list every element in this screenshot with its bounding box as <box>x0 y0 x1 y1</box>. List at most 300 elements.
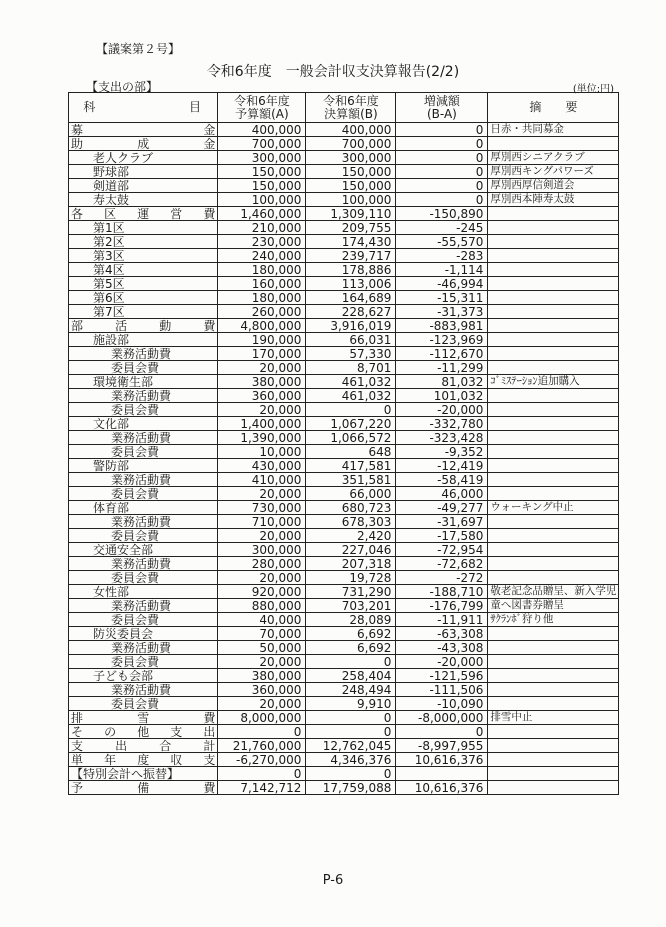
table-row <box>69 417 619 431</box>
row-budget: 210,000 <box>218 221 306 235</box>
row-actual: 4,346,376 <box>306 753 396 767</box>
row-budget: 20,000 <box>218 529 306 543</box>
header-actual-line1: 令和6年度 <box>323 93 379 108</box>
row-label: 剣道部 <box>69 179 218 193</box>
row-note <box>488 753 619 767</box>
row-note <box>488 781 619 795</box>
row-actual: 0 <box>306 767 396 781</box>
row-budget: 400,000 <box>218 123 306 137</box>
row-label: 業務活動費 <box>69 641 218 655</box>
row-diff <box>396 767 488 781</box>
row-note <box>488 655 619 669</box>
row-actual: 1,067,220 <box>306 417 396 431</box>
row-label: 警防部 <box>69 459 218 473</box>
row-label-char: 他 <box>137 724 150 739</box>
table-row <box>69 627 619 641</box>
row-label-char: 費 <box>203 318 216 333</box>
table-row <box>69 137 619 151</box>
row-diff: -323,428 <box>396 431 488 445</box>
row-budget: 360,000 <box>218 683 306 697</box>
row-note: 排雪中止 <box>488 711 619 725</box>
row-label-char: 各 <box>71 206 84 221</box>
row-label: 業務活動費 <box>69 473 218 487</box>
row-label-char: 募 <box>71 122 84 137</box>
row-label-char: の <box>104 724 117 739</box>
header-actual <box>306 93 396 123</box>
row-note <box>488 403 619 417</box>
row-label-char: 単 <box>71 752 84 767</box>
row-budget: 100,000 <box>218 193 306 207</box>
row-note <box>488 487 619 501</box>
row-diff: -20,000 <box>396 403 488 417</box>
row-note <box>488 333 619 347</box>
header-note: 摘 要 <box>488 93 619 123</box>
row-note <box>488 277 619 291</box>
table-row <box>69 487 619 501</box>
row-label-char: 動 <box>159 318 172 333</box>
row-diff: -72,682 <box>396 557 488 571</box>
row-actual: 113,006 <box>306 277 396 291</box>
row-actual: 351,581 <box>306 473 396 487</box>
row-label: 委員会費 <box>69 445 218 459</box>
row-diff: -46,994 <box>396 277 488 291</box>
row-budget: 1,400,000 <box>218 417 306 431</box>
row-actual: 209,755 <box>306 221 396 235</box>
table-row <box>69 501 619 515</box>
row-actual: 66,000 <box>306 487 396 501</box>
row-diff: -63,308 <box>396 627 488 641</box>
row-diff: -188,710 <box>396 585 488 599</box>
table-row <box>69 221 619 235</box>
table-row <box>69 193 619 207</box>
row-budget: -6,270,000 <box>218 753 306 767</box>
row-diff: -111,506 <box>396 683 488 697</box>
row-note <box>488 249 619 263</box>
row-budget: 0 <box>218 767 306 781</box>
table-row <box>69 739 619 753</box>
row-note <box>488 389 619 403</box>
row-note <box>488 725 619 739</box>
table-row <box>69 235 619 249</box>
row-label: 文化部 <box>69 417 218 431</box>
row-budget: 7,142,712 <box>218 781 306 795</box>
table-row <box>69 291 619 305</box>
row-note <box>488 347 619 361</box>
row-budget: 20,000 <box>218 571 306 585</box>
row-label-char: 区 <box>104 206 117 221</box>
row-actual: 8,701 <box>306 361 396 375</box>
row-actual: 164,689 <box>306 291 396 305</box>
row-diff: -283 <box>396 249 488 263</box>
row-actual: 57,330 <box>306 347 396 361</box>
row-actual: 461,032 <box>306 389 396 403</box>
row-label-char: 成 <box>137 136 150 151</box>
row-diff: -12,419 <box>396 459 488 473</box>
row-diff: -9,352 <box>396 445 488 459</box>
row-budget: 700,000 <box>218 137 306 151</box>
row-label: 第7区 <box>69 305 218 319</box>
row-note: 厚別西厚信剣道会 <box>488 179 619 193</box>
row-budget: 10,000 <box>218 445 306 459</box>
agenda-label: 【議案第２号】 <box>96 42 181 56</box>
row-label: 委員会費 <box>69 655 218 669</box>
row-diff: -11,911 <box>396 613 488 627</box>
row-actual: 400,000 <box>306 123 396 137</box>
row-note <box>488 291 619 305</box>
row-budget: 20,000 <box>218 361 306 375</box>
row-budget: 260,000 <box>218 305 306 319</box>
row-label-char: 合 <box>159 738 172 753</box>
row-budget: 20,000 <box>218 403 306 417</box>
row-note <box>488 431 619 445</box>
row-actual: 150,000 <box>306 165 396 179</box>
row-label: 委員会費 <box>69 571 218 585</box>
row-budget: 20,000 <box>218 655 306 669</box>
row-note <box>488 739 619 753</box>
row-actual: 2,420 <box>306 529 396 543</box>
row-label-char: 支 <box>170 724 183 739</box>
row-actual: 1,309,110 <box>306 207 396 221</box>
table-row <box>69 767 619 781</box>
row-actual: 17,759,088 <box>306 781 396 795</box>
row-diff: -1,114 <box>396 263 488 277</box>
row-diff: -883,981 <box>396 319 488 333</box>
row-label <box>69 753 218 767</box>
row-note <box>488 361 619 375</box>
row-budget: 920,000 <box>218 585 306 599</box>
row-label-char: 支 <box>71 738 84 753</box>
row-label-char: 雪 <box>137 710 150 725</box>
row-budget: 160,000 <box>218 277 306 291</box>
row-diff: 0 <box>396 193 488 207</box>
row-label: 委員会費 <box>69 613 218 627</box>
row-label-char: 予 <box>71 780 84 795</box>
table-row <box>69 179 619 193</box>
table-row <box>69 319 619 333</box>
row-label-char: 排 <box>71 710 84 725</box>
row-diff: 0 <box>396 123 488 137</box>
row-label-char: 運 <box>137 206 150 221</box>
row-label: 子ども会部 <box>69 669 218 683</box>
row-label-spread <box>71 712 215 724</box>
row-label: 女性部 <box>69 585 218 599</box>
row-note: ｺﾞﾐｽﾃｰｼｮﾝ追加購入 <box>488 375 619 389</box>
table-row <box>69 753 619 767</box>
row-note <box>488 459 619 473</box>
row-actual: 66,031 <box>306 333 396 347</box>
row-actual: 178,886 <box>306 263 396 277</box>
row-label <box>69 781 218 795</box>
row-label: 第3区 <box>69 249 218 263</box>
row-diff: -10,090 <box>396 697 488 711</box>
row-diff: -43,308 <box>396 641 488 655</box>
row-actual: 28,089 <box>306 613 396 627</box>
row-actual: 19,728 <box>306 571 396 585</box>
row-label: 体育部 <box>69 501 218 515</box>
row-note <box>488 221 619 235</box>
row-label-spread <box>71 208 215 220</box>
row-label-char: 収 <box>170 752 183 767</box>
row-label: 業務活動費 <box>69 389 218 403</box>
table-row <box>69 263 619 277</box>
row-actual: 700,000 <box>306 137 396 151</box>
row-budget: 240,000 <box>218 249 306 263</box>
row-actual: 703,201 <box>306 599 396 613</box>
row-label-spread <box>71 320 215 332</box>
row-actual: 0 <box>306 403 396 417</box>
header-budget-line2: 予算額(A) <box>235 106 289 121</box>
row-budget: 180,000 <box>218 263 306 277</box>
row-diff: -150,890 <box>396 207 488 221</box>
row-note <box>488 445 619 459</box>
row-note <box>488 571 619 585</box>
table-row <box>69 361 619 375</box>
row-label: 【特別会計へ振替】 <box>69 767 218 781</box>
row-note <box>488 417 619 431</box>
row-label: 委員会費 <box>69 529 218 543</box>
row-actual: 228,627 <box>306 305 396 319</box>
table-row <box>69 459 619 473</box>
row-budget: 280,000 <box>218 557 306 571</box>
row-actual: 248,494 <box>306 683 396 697</box>
row-budget: 380,000 <box>218 669 306 683</box>
table-row <box>69 249 619 263</box>
row-label-char: 費 <box>203 780 216 795</box>
row-note <box>488 207 619 221</box>
row-note <box>488 529 619 543</box>
header-budget-line1: 令和6年度 <box>234 93 290 108</box>
row-diff: 0 <box>396 165 488 179</box>
row-label: 業務活動費 <box>69 347 218 361</box>
row-actual: 9,910 <box>306 697 396 711</box>
table-row <box>69 515 619 529</box>
table-row <box>69 375 619 389</box>
table-row <box>69 165 619 179</box>
row-actual: 461,032 <box>306 375 396 389</box>
row-note <box>488 235 619 249</box>
row-diff: 10,616,376 <box>396 781 488 795</box>
row-actual: 417,581 <box>306 459 396 473</box>
table-header-row <box>69 93 619 123</box>
table-row <box>69 641 619 655</box>
row-diff: -17,580 <box>396 529 488 543</box>
row-label: 老人クラブ <box>69 151 218 165</box>
row-diff: -8,997,955 <box>396 739 488 753</box>
table-row <box>69 277 619 291</box>
row-diff: 0 <box>396 137 488 151</box>
table-row <box>69 305 619 319</box>
row-diff: 10,616,376 <box>396 753 488 767</box>
row-label-spread <box>71 138 215 150</box>
row-budget: 20,000 <box>218 697 306 711</box>
row-label: 業務活動費 <box>69 557 218 571</box>
row-note: 厚別西本陣寿太鼓 <box>488 193 619 207</box>
row-budget: 380,000 <box>218 375 306 389</box>
row-label: 業務活動費 <box>69 683 218 697</box>
row-note <box>488 263 619 277</box>
row-actual: 678,303 <box>306 515 396 529</box>
row-label-char: 部 <box>71 318 84 333</box>
row-diff: -11,299 <box>396 361 488 375</box>
header-diff-line1: 増減額 <box>423 93 460 108</box>
row-label-char: 度 <box>137 752 150 767</box>
row-actual: 300,000 <box>306 151 396 165</box>
row-diff: -245 <box>396 221 488 235</box>
row-diff: -123,969 <box>396 333 488 347</box>
row-note <box>488 305 619 319</box>
header-diff-line2: (B-A) <box>426 106 457 121</box>
row-diff: -112,670 <box>396 347 488 361</box>
row-budget: 1,460,000 <box>218 207 306 221</box>
row-actual: 174,430 <box>306 235 396 249</box>
expenditure-table <box>68 92 619 795</box>
row-actual: 648 <box>306 445 396 459</box>
row-note <box>488 669 619 683</box>
row-label-char: 備 <box>137 780 150 795</box>
row-note <box>488 473 619 487</box>
table-row <box>69 711 619 725</box>
table-row <box>69 683 619 697</box>
row-label: 委員会費 <box>69 403 218 417</box>
row-actual: 0 <box>306 725 396 739</box>
row-label: 委員会費 <box>69 697 218 711</box>
table-row <box>69 389 619 403</box>
table-row <box>69 403 619 417</box>
table-row <box>69 655 619 669</box>
row-label: 第6区 <box>69 291 218 305</box>
table-row <box>69 151 619 165</box>
unit-label: (単位:円) <box>572 84 614 95</box>
row-label-spread <box>71 726 215 738</box>
table-row <box>69 347 619 361</box>
row-label-char: 活 <box>115 318 128 333</box>
row-note <box>488 683 619 697</box>
row-diff: -8,000,000 <box>396 711 488 725</box>
table-row <box>69 725 619 739</box>
row-label: 第2区 <box>69 235 218 249</box>
row-actual: 680,723 <box>306 501 396 515</box>
row-budget: 1,390,000 <box>218 431 306 445</box>
row-note: 厚別西キングパワーズ <box>488 165 619 179</box>
row-budget: 21,760,000 <box>218 739 306 753</box>
table-row <box>69 543 619 557</box>
row-budget: 360,000 <box>218 389 306 403</box>
row-actual: 207,318 <box>306 557 396 571</box>
row-label-char: 営 <box>170 206 183 221</box>
row-budget: 300,000 <box>218 543 306 557</box>
row-label: 野球部 <box>69 165 218 179</box>
row-note <box>488 641 619 655</box>
row-budget: 70,000 <box>218 627 306 641</box>
row-note <box>488 319 619 333</box>
row-actual: 0 <box>306 655 396 669</box>
row-actual: 150,000 <box>306 179 396 193</box>
row-label-spread <box>71 754 215 766</box>
row-label <box>69 123 218 137</box>
row-label-char: 金 <box>203 136 216 151</box>
row-label <box>69 739 218 753</box>
row-label-spread <box>71 740 215 752</box>
row-actual: 258,404 <box>306 669 396 683</box>
row-diff: 46,000 <box>396 487 488 501</box>
row-diff: -31,697 <box>396 515 488 529</box>
row-diff: -49,277 <box>396 501 488 515</box>
row-label: 委員会費 <box>69 361 218 375</box>
row-actual: 227,046 <box>306 543 396 557</box>
page-title: 令和6年度 一般会計収支決算報告(2/2) <box>206 64 460 80</box>
table-body <box>69 123 619 795</box>
row-budget: 150,000 <box>218 179 306 193</box>
row-actual: 6,692 <box>306 627 396 641</box>
row-label-char: 助 <box>71 136 84 151</box>
row-label <box>69 711 218 725</box>
row-note <box>488 515 619 529</box>
row-actual: 731,290 <box>306 585 396 599</box>
row-budget: 170,000 <box>218 347 306 361</box>
table-row <box>69 571 619 585</box>
row-note: 童へ図書券贈呈 <box>488 599 619 613</box>
row-label-char: 出 <box>115 738 128 753</box>
row-diff: -121,596 <box>396 669 488 683</box>
table-row <box>69 445 619 459</box>
row-note: 日赤・共同募金 <box>488 123 619 137</box>
row-actual: 3,916,019 <box>306 319 396 333</box>
row-budget: 430,000 <box>218 459 306 473</box>
row-budget: 40,000 <box>218 613 306 627</box>
row-label-char: 費 <box>203 710 216 725</box>
table-row <box>69 697 619 711</box>
table-row <box>69 781 619 795</box>
row-label: 施設部 <box>69 333 218 347</box>
row-actual: 239,717 <box>306 249 396 263</box>
row-budget: 190,000 <box>218 333 306 347</box>
row-diff: -31,373 <box>396 305 488 319</box>
row-diff: -15,311 <box>396 291 488 305</box>
row-actual: 6,692 <box>306 641 396 655</box>
table-row <box>69 529 619 543</box>
row-label-spread <box>71 782 215 794</box>
header-diff <box>396 93 488 123</box>
row-note: 厚別西シニアクラブ <box>488 151 619 165</box>
row-label <box>69 319 218 333</box>
header-item: 科 目 <box>69 93 218 123</box>
row-label-char: 計 <box>203 738 216 753</box>
row-actual: 12,762,045 <box>306 739 396 753</box>
row-label: 委員会費 <box>69 487 218 501</box>
row-budget: 300,000 <box>218 151 306 165</box>
row-note <box>488 137 619 151</box>
row-diff: 0 <box>396 179 488 193</box>
row-budget: 150,000 <box>218 165 306 179</box>
row-label-char: そ <box>71 724 84 739</box>
row-label: 環境衛生部 <box>69 375 218 389</box>
row-note: 敬老記念品贈呈、新入学児 <box>488 585 619 599</box>
row-diff: 81,032 <box>396 375 488 389</box>
row-note <box>488 557 619 571</box>
row-label: 業務活動費 <box>69 599 218 613</box>
row-note <box>488 767 619 781</box>
row-label: 交通安全部 <box>69 543 218 557</box>
row-diff: -72,954 <box>396 543 488 557</box>
row-actual: 100,000 <box>306 193 396 207</box>
row-budget: 180,000 <box>218 291 306 305</box>
row-label: 寿太鼓 <box>69 193 218 207</box>
header-budget <box>218 93 306 123</box>
row-budget: 4,800,000 <box>218 319 306 333</box>
table-row <box>69 473 619 487</box>
row-label: 第1区 <box>69 221 218 235</box>
row-label-char: 金 <box>203 122 216 137</box>
